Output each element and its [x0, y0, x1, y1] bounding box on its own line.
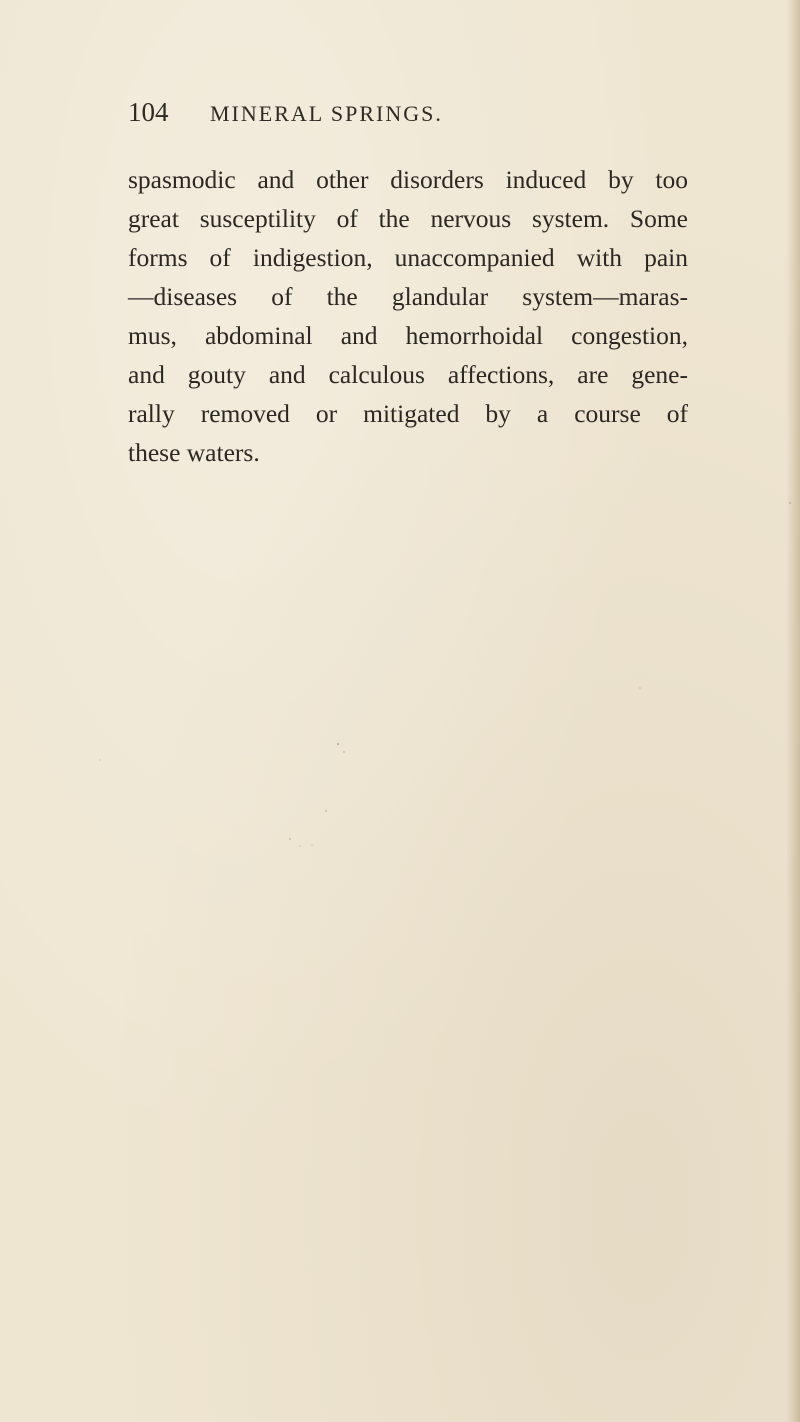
running-title: MINERAL SPRINGS. — [210, 101, 443, 126]
text-line: mus, abdominal and hemorrhoidal congestion, — [128, 321, 688, 350]
body-paragraph — [128, 160, 688, 472]
page-edge-shadow — [786, 0, 800, 1422]
text-line: spasmodic and other disorders induced by too — [128, 165, 688, 194]
text-line: these waters. — [128, 438, 260, 467]
text-line: forms of indigestion, unaccompanied with pain — [128, 243, 688, 272]
text-line: —diseases of the glandular system—maras- — [128, 282, 688, 311]
text-line: rally removed or mitigated by a course of — [128, 399, 688, 428]
page-number: 104 — [128, 97, 169, 127]
running-head — [128, 92, 560, 132]
text-line: and gouty and calculous affections, are gene- — [128, 360, 688, 389]
text-line: great susceptility of the nervous system. Some — [128, 204, 688, 233]
